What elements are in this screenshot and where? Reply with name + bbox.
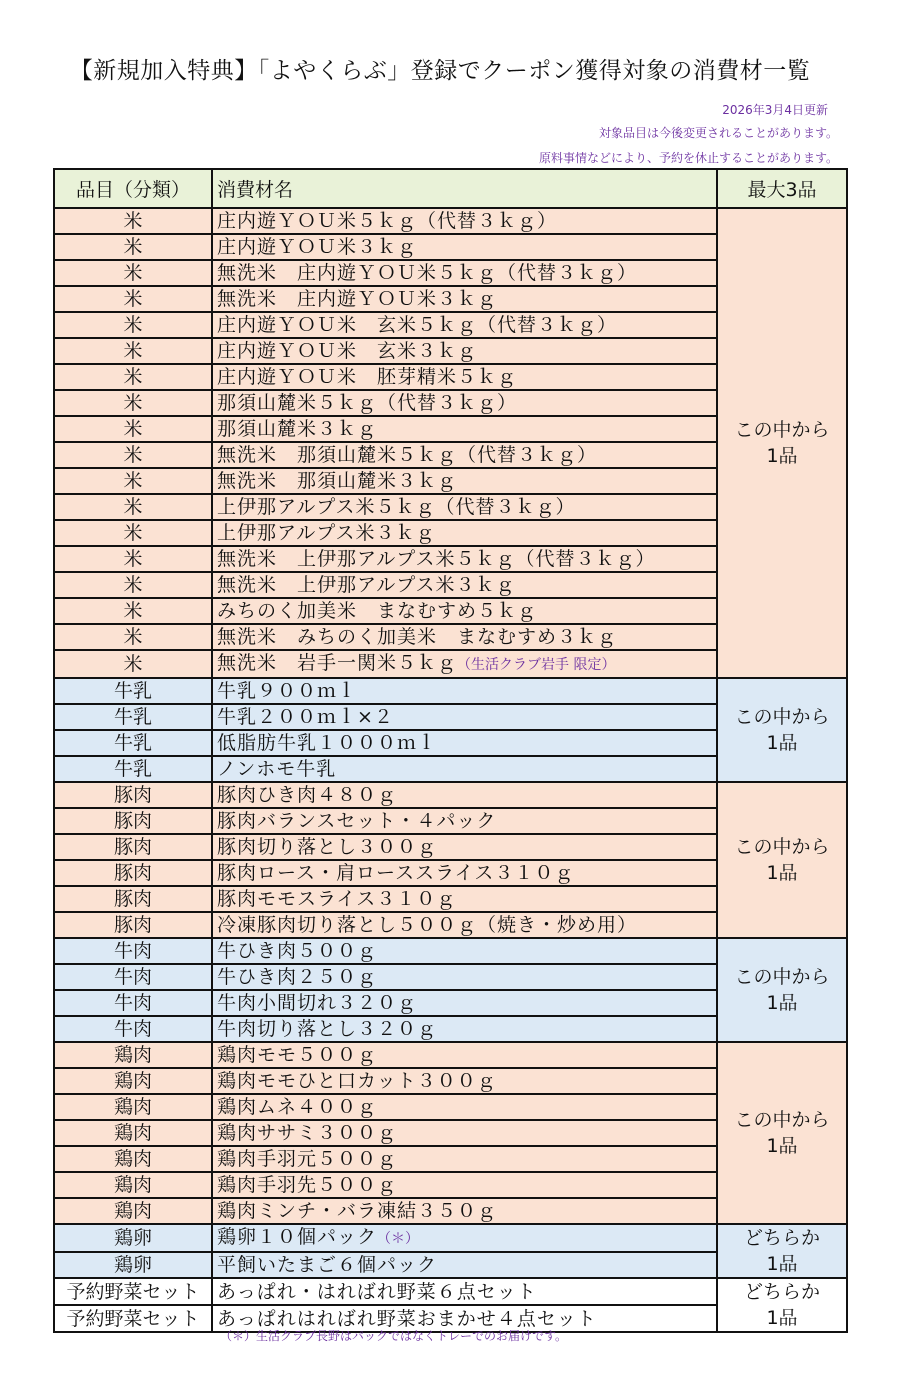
item-name-cell — [212, 650, 717, 678]
suspend-notice: 原料事情などにより、予約を休止することがあります。 — [538, 151, 838, 165]
item-category: 鶏肉 — [54, 1172, 212, 1198]
selection-limit — [717, 208, 847, 678]
selection-limit — [717, 1042, 847, 1224]
footnote: （＊）生活クラブ長野はパックではなくトレーでのお届けです。 — [220, 1329, 568, 1343]
item-name: 無洗米 那須山麓米５ｋｇ（代替３ｋｇ） — [217, 444, 598, 466]
selection-limit-line: この中から — [734, 706, 830, 728]
selection-limit-line: どちらか — [743, 1281, 820, 1303]
item-category: 牛肉 — [54, 964, 212, 990]
selection-limit-line: 1品 — [766, 732, 798, 754]
item-name: 庄内遊ＹＯＵ米 玄米５ｋｇ（代替３ｋｇ） — [217, 314, 618, 336]
item-name: 庄内遊ＹＯＵ米 胚芽精米５ｋｇ — [217, 366, 518, 388]
item-name-cell — [212, 364, 717, 390]
item-name: 無洗米 庄内遊ＹＯＵ米５ｋｇ（代替３ｋｇ） — [217, 262, 638, 284]
selection-limit-line: 1品 — [766, 992, 798, 1014]
item-category: 米 — [54, 468, 212, 494]
header-category: 品目（分類） — [54, 169, 212, 208]
item-category: 牛乳 — [54, 730, 212, 756]
item-name: 無洗米 岩手一関米５ｋｇ — [217, 652, 458, 674]
table-row — [54, 1042, 847, 1068]
selection-limit-line: この中から — [734, 419, 830, 441]
item-name-cell — [212, 494, 717, 520]
item-name: 鶏肉モモ５００ｇ — [217, 1044, 378, 1066]
table-header-row — [54, 169, 847, 208]
selection-limit-line: 1品 — [766, 445, 798, 467]
item-category: 米 — [54, 390, 212, 416]
selection-limit-line: この中から — [734, 1109, 830, 1131]
item-name-cell — [212, 286, 717, 312]
item-name: 無洗米 庄内遊ＹＯＵ米３ｋｇ — [217, 288, 498, 310]
item-name: 鶏肉ササミ３００ｇ — [217, 1122, 398, 1144]
item-category: 豚肉 — [54, 860, 212, 886]
item-name: 牛乳９００ｍｌ — [217, 680, 358, 702]
item-name: 庄内遊ＹＯＵ米３ｋｇ — [217, 236, 418, 258]
item-name: 豚肉ロース・肩ローススライス３１０ｇ — [217, 862, 575, 884]
item-name: 豚肉バランスセット・４パック — [217, 810, 497, 832]
item-name-cell — [212, 312, 717, 338]
item-name-cell — [212, 860, 717, 886]
item-category: 牛肉 — [54, 1016, 212, 1042]
item-category: 鶏肉 — [54, 1198, 212, 1224]
item-name: 鶏肉手羽先５００ｇ — [217, 1174, 398, 1196]
item-category: 米 — [54, 494, 212, 520]
item-name: 無洗米 みちのく加美米 まなむすめ３ｋｇ — [217, 626, 618, 648]
header-limit: 最大3品 — [717, 169, 847, 208]
item-name-cell — [212, 1224, 717, 1252]
table-row — [54, 1278, 847, 1305]
item-name-cell — [212, 1016, 717, 1042]
item-name-cell — [212, 1172, 717, 1198]
item-name-cell — [212, 416, 717, 442]
item-name-cell — [212, 938, 717, 964]
item-name-cell — [212, 208, 717, 234]
item-category: 米 — [54, 598, 212, 624]
item-category: 米 — [54, 650, 212, 678]
item-name-cell — [212, 808, 717, 834]
item-name: 牛ひき肉２５０ｇ — [217, 966, 378, 988]
item-name-cell — [212, 834, 717, 860]
item-name-cell — [212, 1278, 717, 1305]
selection-limit-line: 1品 — [766, 1253, 798, 1275]
item-category: 米 — [54, 546, 212, 572]
item-note: （生活クラブ岩手 限定） — [457, 657, 616, 673]
item-category: 予約野菜セット — [54, 1278, 212, 1305]
item-category: 米 — [54, 312, 212, 338]
item-category: 米 — [54, 572, 212, 598]
item-category: 米 — [54, 520, 212, 546]
table-row — [54, 938, 847, 964]
item-name: 低脂肪牛乳１０００ｍｌ — [217, 732, 438, 754]
item-category: 鶏肉 — [54, 1068, 212, 1094]
item-name: ノンホモ牛乳 — [217, 758, 337, 780]
item-name-cell — [212, 1120, 717, 1146]
item-name: 冷凍豚肉切り落とし５００ｇ（焼き・炒め用） — [217, 914, 638, 936]
item-name-cell — [212, 1042, 717, 1068]
item-name-cell — [212, 912, 717, 938]
item-name-cell — [212, 704, 717, 730]
item-category: 米 — [54, 338, 212, 364]
item-category: 米 — [54, 260, 212, 286]
header-name: 消費材名 — [212, 169, 717, 208]
item-name-cell — [212, 1068, 717, 1094]
item-category: 豚肉 — [54, 912, 212, 938]
item-name: 庄内遊ＹＯＵ米５ｋｇ（代替３ｋｇ） — [217, 210, 558, 232]
item-name-cell — [212, 520, 717, 546]
item-name: 豚肉モモスライス３１０ｇ — [217, 888, 457, 910]
selection-limit — [717, 782, 847, 938]
item-name: 上伊那アルプス米３ｋｇ — [217, 522, 436, 544]
selection-limit — [717, 1278, 847, 1332]
selection-limit-line: どちらか — [743, 1227, 820, 1249]
item-name-cell — [212, 468, 717, 494]
item-category: 豚肉 — [54, 834, 212, 860]
item-name-cell — [212, 338, 717, 364]
item-name: みちのく加美米 まなむすめ５ｋｇ — [217, 600, 538, 622]
item-category: 鶏肉 — [54, 1146, 212, 1172]
item-name-cell — [212, 782, 717, 808]
selection-limit-line: この中から — [734, 836, 830, 858]
item-name: 牛肉小間切れ３２０ｇ — [217, 992, 418, 1014]
item-name-cell — [212, 1094, 717, 1120]
item-name-cell — [212, 598, 717, 624]
item-category: 米 — [54, 234, 212, 260]
item-name-cell — [212, 990, 717, 1016]
selection-limit — [717, 938, 847, 1042]
table-row — [54, 208, 847, 234]
item-name-cell — [212, 234, 717, 260]
item-name-cell — [212, 886, 717, 912]
item-name-cell — [212, 390, 717, 416]
item-name: 鶏肉ムネ４００ｇ — [217, 1096, 378, 1118]
item-name: 那須山麓米５ｋｇ（代替３ｋｇ） — [217, 392, 518, 414]
item-name: あっぱれ・はればれ野菜６点セット — [217, 1280, 537, 1303]
item-name: 鶏肉モモひと口カット３００ｇ — [217, 1070, 497, 1092]
page-title: 【新規加入特典】「よやくらぶ」登録でクーポン獲得対象の消費材一覧 — [69, 58, 811, 84]
table-row — [54, 782, 847, 808]
item-name-cell — [212, 678, 717, 704]
item-name: 牛ひき肉５００ｇ — [217, 940, 378, 962]
item-name-cell — [212, 730, 717, 756]
item-category: 鶏卵 — [54, 1252, 212, 1278]
item-name: 平飼いたまご６個パック — [217, 1254, 438, 1276]
selection-limit — [717, 678, 847, 782]
item-name: 無洗米 上伊那アルプス米５ｋｇ（代替３ｋｇ） — [217, 548, 656, 570]
item-name: 無洗米 上伊那アルプス米３ｋｇ — [217, 574, 516, 596]
table-body — [54, 208, 847, 1332]
item-category: 牛肉 — [54, 938, 212, 964]
item-category: 鶏肉 — [54, 1042, 212, 1068]
table-row — [54, 1224, 847, 1252]
item-category: 米 — [54, 442, 212, 468]
item-name-cell — [212, 260, 717, 286]
item-name-cell — [212, 964, 717, 990]
item-category: 鶏肉 — [54, 1120, 212, 1146]
item-category: 米 — [54, 364, 212, 390]
item-name: 牛肉切り落とし３２０ｇ — [217, 1018, 438, 1040]
item-name-cell — [212, 1198, 717, 1224]
change-notice: 対象品目は今後変更されることがあります。 — [598, 126, 838, 140]
item-note: （＊） — [377, 1231, 420, 1247]
item-category: 米 — [54, 286, 212, 312]
item-name-cell — [212, 1252, 717, 1278]
item-category: 米 — [54, 208, 212, 234]
item-name: 豚肉切り落とし３００ｇ — [217, 836, 438, 858]
item-name-cell — [212, 572, 717, 598]
table-row — [54, 678, 847, 704]
item-category: 鶏肉 — [54, 1094, 212, 1120]
item-category: 牛乳 — [54, 704, 212, 730]
item-category: 豚肉 — [54, 782, 212, 808]
selection-limit — [717, 1224, 847, 1278]
item-category: 米 — [54, 624, 212, 650]
item-category: 牛乳 — [54, 756, 212, 782]
item-name-cell — [212, 624, 717, 650]
item-name: 那須山麓米３ｋｇ — [217, 418, 378, 440]
item-category: 豚肉 — [54, 808, 212, 834]
item-category: 豚肉 — [54, 886, 212, 912]
item-name-cell — [212, 756, 717, 782]
item-name-cell — [212, 546, 717, 572]
selection-limit-line: 1品 — [766, 862, 798, 884]
item-name: あっぱれはればれ野菜おまかせ４点セット — [217, 1307, 597, 1330]
item-name: 上伊那アルプス米５ｋｇ（代替３ｋｇ） — [217, 496, 576, 518]
item-name: 豚肉ひき肉４８０ｇ — [217, 784, 398, 806]
updated-date: 2026年3月4日更新 — [722, 103, 828, 117]
consumables-table — [53, 168, 848, 1333]
selection-limit-line: この中から — [734, 966, 830, 988]
item-name: 牛乳２００ｍｌ×２ — [217, 706, 394, 728]
item-category: 米 — [54, 416, 212, 442]
item-category: 牛肉 — [54, 990, 212, 1016]
item-category: 牛乳 — [54, 678, 212, 704]
item-name-cell — [212, 442, 717, 468]
item-name: 鶏肉ミンチ・バラ凍結３５０ｇ — [217, 1200, 498, 1222]
item-name: 鶏卵１０個パック — [217, 1226, 378, 1248]
item-category: 鶏卵 — [54, 1224, 212, 1252]
selection-limit-line: 1品 — [766, 1135, 798, 1157]
selection-limit-line: 1品 — [766, 1307, 798, 1329]
item-name-cell — [212, 1146, 717, 1172]
item-name: 無洗米 那須山麓米３ｋｇ — [217, 470, 458, 492]
item-category: 予約野菜セット — [54, 1305, 212, 1332]
item-name: 鶏肉手羽元５００ｇ — [217, 1148, 398, 1170]
item-name: 庄内遊ＹＯＵ米 玄米３ｋｇ — [217, 340, 478, 362]
